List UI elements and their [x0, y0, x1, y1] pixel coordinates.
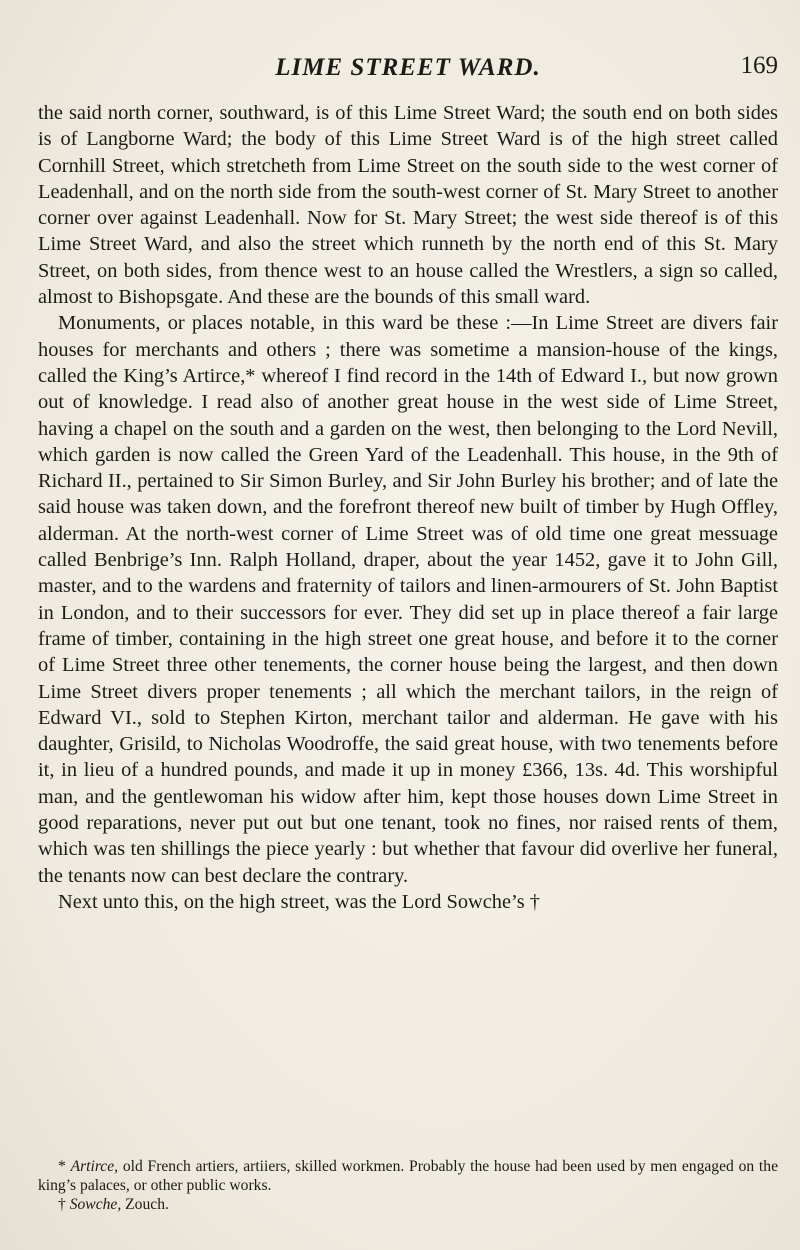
running-title: LIME STREET WARD.	[275, 54, 541, 81]
paragraph: Monuments, or places notable, in this ward be these :—In Lime Street are divers fair houses for merchants and others ; there was sometime a mansion-house of the kings, called the King’s Artirce,* whereof I find record in the 14th of Edward I., but now grown out of knowledge. I read also of another great house in the west side of Lime Street, having a chapel on the south and a garden on the west, then belonging to the Lord Nevill, which garden is now called the Green Yard of the Leadenhall. This house, in the 9th of Richard II., pertained to Sir Simon Burley, and Sir John Burley his brother; and of late the said house was taken down, and the forefront thereof new built of timber by Hugh Offley, alderman. At the north-west corner of Lime Street was of old time one great messuage called Benbrige’s Inn. Ralph Holland, draper, about the year 1452, gave it to John Gill, master, and to the wardens and fraternity of tailors and linen-armourers of St. John Baptist in London, and to their successors for ever. They did set up in place thereof a fair large frame of timber, containing in the high street one great house, and before it to the corner of Lime Street three other tenements, the corner house being the largest, and then down Lime Street divers proper tenements ; all which the merchant tailors, in the reign of Edward VI., sold to Stephen Kirton, merchant tailor and alderman. He gave with his daughter, Grisild, to Nicholas Woodroffe, the said great house, with two tenements before it, in lieu of a hundred pounds, and made it up in money £366, 13s. 4d. This worshipful man, and the gentlewoman his widow after him, kept those houses down Lime Street in good reparations, never put out but one tenant, took no fines, nor raised rents of them, which was ten shillings the piece yearly : but whether that favour did overlive her funeral, the tenants now can best declare the contrary.	[38, 312, 778, 887]
footnote-term: Artirce,	[70, 1158, 119, 1175]
body-text	[38, 100, 778, 915]
footnotes	[38, 1157, 778, 1214]
footnote-term: Sowche,	[69, 1196, 122, 1213]
page-number: 169	[740, 52, 778, 79]
paragraph: Next unto this, on the high street, was the Lord Sowche’s †	[58, 890, 540, 913]
footnote-mark: †	[58, 1196, 66, 1213]
footnote-text: old French artiers, artiiers, skilled workmen. Probably the house had been used by men engaged on the king’s palaces, or other public works.	[38, 1158, 778, 1194]
footnote-text: Zouch.	[125, 1196, 169, 1213]
footnote	[38, 1157, 778, 1195]
footnote	[38, 1195, 778, 1214]
page-header	[38, 50, 778, 90]
footnote-mark: *	[58, 1158, 66, 1175]
paragraph: the said north corner, southward, is of this Lime Street Ward; the south end on both sides is of Langborne Ward; the body of this Lime Street Ward is of the high street called Cornhill Street, which stretcheth from Lime Street on the south side to the west corner of Leadenhall, and on the north side from the south-west corner of St. Mary Street to another corner over against Leadenhall. Now for St. Mary Street; the west side thereof is of this Lime Street Ward, and also the street which runneth by the north end of this St. Mary Street, on both sides, from thence west to an house called the Wrestlers, a sign so called, almost to Bishopsgate. And these are the bounds of this small ward.	[38, 102, 778, 309]
